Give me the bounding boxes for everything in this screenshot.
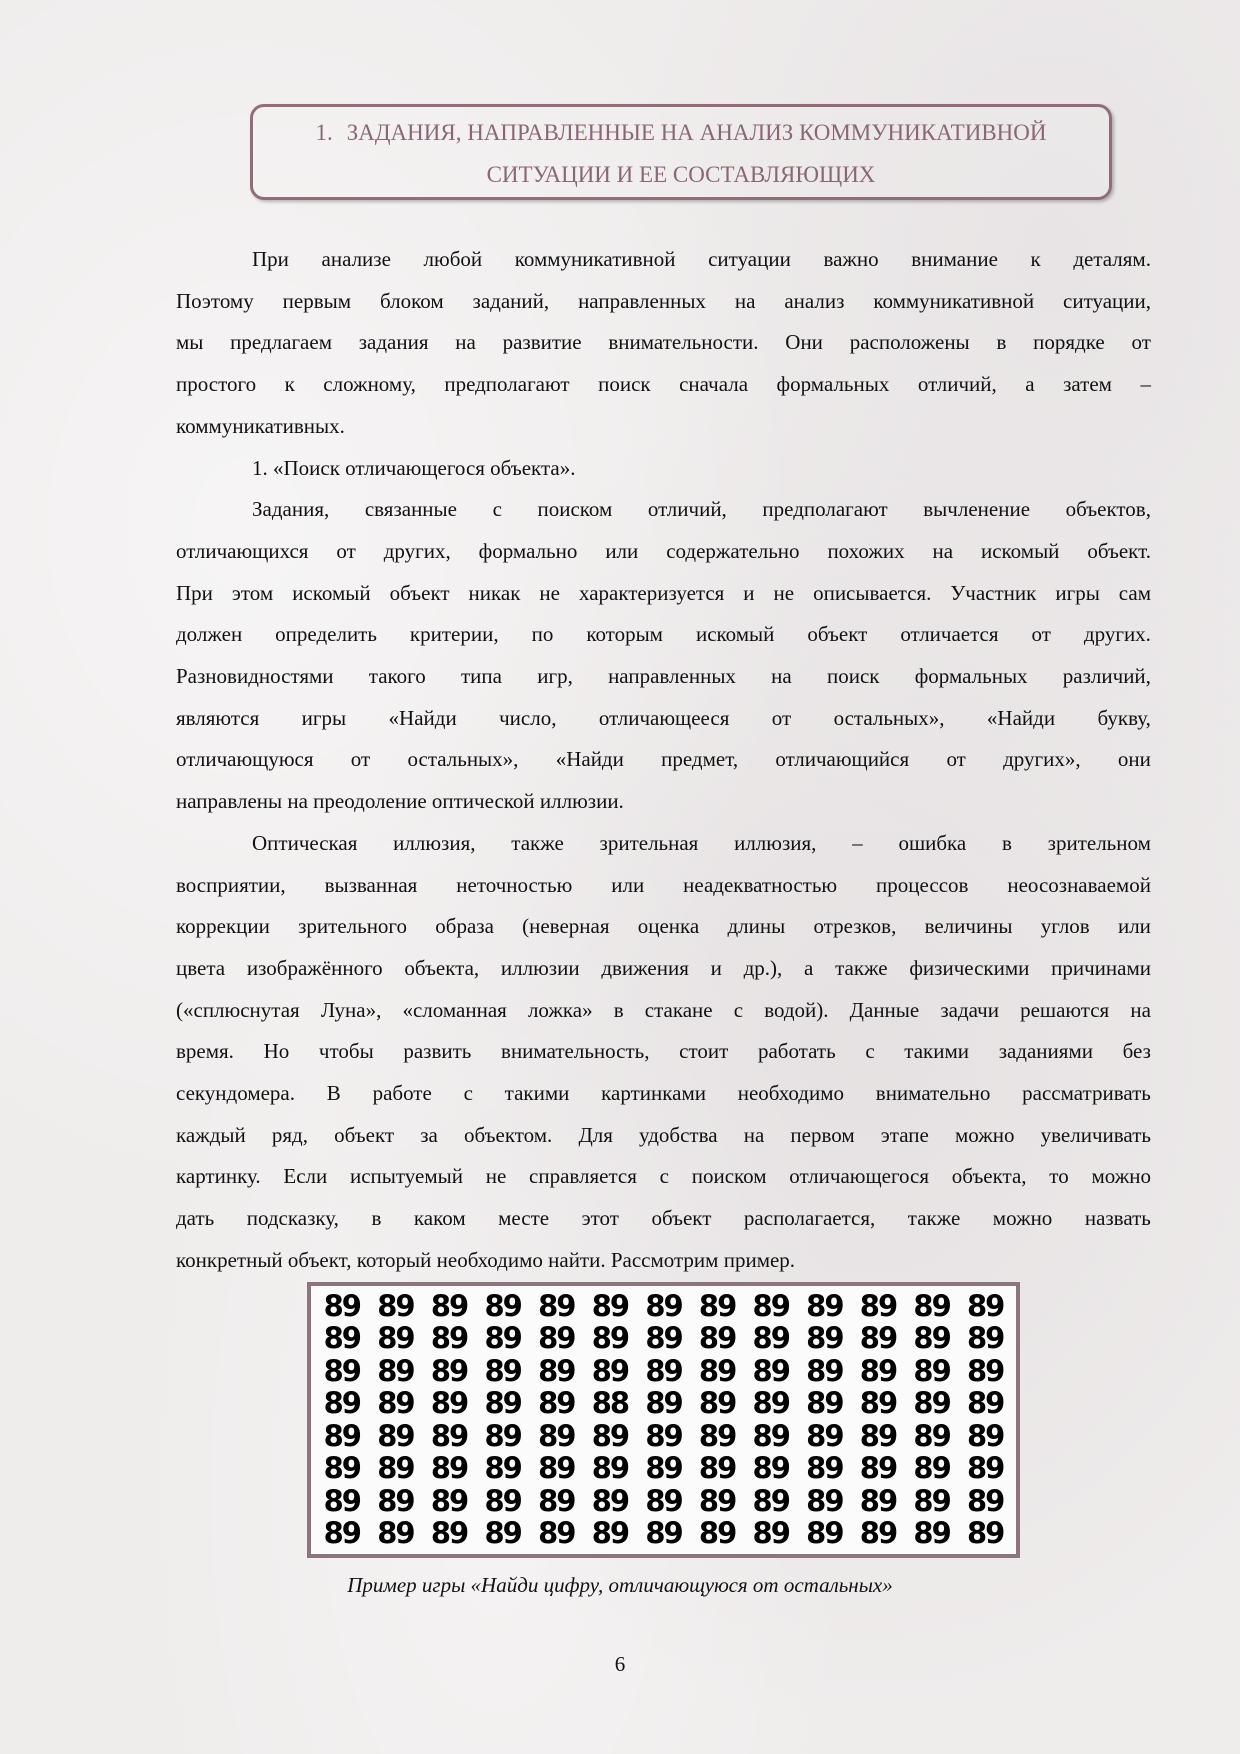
- text-line: восприятии, вызванная неточностью или неадекватностью процессов неосознаваемой: [176, 872, 1151, 897]
- text-line: 1. «Поиск отличающегося объекта».: [252, 455, 576, 480]
- number-cell: 89: [538, 1483, 575, 1518]
- number-cell: 89: [859, 1418, 897, 1453]
- number-grid: [315, 1290, 1012, 1550]
- number-cell: 89: [591, 1418, 629, 1453]
- number-cell: 89: [323, 1386, 360, 1421]
- number-cell: 89: [698, 1451, 736, 1486]
- number-cell: 89: [430, 1418, 468, 1453]
- number-cell: 89: [377, 1288, 414, 1323]
- text-line: При этом искомый объект никак не характеризуется и не описывается. Участник игры сам: [176, 580, 1151, 605]
- number-cell: 89: [377, 1418, 414, 1453]
- text-line: отличающихся от других, формально или содержательно похожих на искомый объект.: [176, 538, 1151, 563]
- number-cell: 89: [859, 1451, 897, 1486]
- number-cell: 89: [484, 1386, 521, 1421]
- text-line: время. Но чтобы развить внимательность, стоит работать с такими заданиями без: [176, 1039, 1151, 1064]
- number-cell: 89: [484, 1288, 521, 1323]
- number-cell: 89: [538, 1386, 575, 1421]
- text-line: конкретный объект, который необходимо найти. Рассмотрим пример.: [176, 1247, 796, 1272]
- number-cell: 89: [859, 1321, 897, 1356]
- number-cell: 89: [752, 1386, 789, 1421]
- text-line: мы предлагаем задания на развитие внимательности. Они расположены в порядке от: [176, 330, 1151, 355]
- number-cell: 89: [484, 1451, 521, 1486]
- number-cell: 89: [806, 1353, 843, 1388]
- number-cell: 89: [967, 1386, 1004, 1421]
- number-cell: 89: [967, 1483, 1004, 1518]
- section-title-part-2: СИТУАЦИИ И ЕЕ СОСТАВЛЯЮЩИХ: [486, 162, 876, 187]
- number-cell: 89: [698, 1321, 736, 1356]
- number-cell: 89: [591, 1353, 629, 1388]
- number-cell: 89: [430, 1353, 468, 1388]
- text-line: дать подсказку, в каком месте этот объект располагается, также можно назвать: [176, 1206, 1151, 1231]
- number-cell: 89: [967, 1353, 1004, 1388]
- number-cell: 89: [323, 1451, 360, 1486]
- number-cell: 89: [377, 1353, 414, 1388]
- text-line: При анализе любой коммуникативной ситуации важно внимание к деталям.: [252, 247, 1151, 271]
- number-cell: 89: [698, 1386, 736, 1421]
- number-cell: 89: [323, 1516, 360, 1551]
- number-cell: 89: [377, 1321, 414, 1356]
- number-cell: 89: [967, 1418, 1004, 1453]
- number-cell: 89: [538, 1516, 575, 1551]
- figure-caption: Пример игры «Найди цифру, отличающуюся от остальных»: [347, 1573, 893, 1597]
- text-line: отличающуюся от остальных», «Найди предмет, отличающийся от других», они: [176, 747, 1151, 772]
- number-cell: 89: [913, 1353, 950, 1388]
- number-cell: 89: [484, 1321, 521, 1356]
- number-cell: 89: [913, 1288, 950, 1323]
- number-cell: 89: [859, 1483, 897, 1518]
- number-cell: 89: [538, 1418, 575, 1453]
- number-cell: 89: [430, 1288, 468, 1323]
- text-line: Оптическая иллюзия, также зрительная иллюзия, – ошибка в зрительном: [252, 830, 1151, 855]
- number-cell: 89: [806, 1451, 843, 1486]
- number-cell: 89: [752, 1451, 789, 1486]
- number-cell: 89: [645, 1418, 682, 1453]
- number-cell: 89: [967, 1321, 1004, 1356]
- number-cell: 89: [591, 1288, 629, 1323]
- number-cell: 89: [323, 1353, 360, 1388]
- section-heading-line-1: [253, 112, 1109, 154]
- number-cell: 89: [645, 1386, 682, 1421]
- text-line: («сплюснутая Луна», «сломанная ложка» в стакане с водой). Данные задачи решаются на: [176, 997, 1151, 1022]
- number-cell: 89: [430, 1516, 468, 1551]
- text-line: должен определить критерии, по которым искомый объект отличается от других.: [176, 622, 1151, 647]
- number-cell: 89: [913, 1321, 950, 1356]
- text-line: являются игры «Найди число, отличающееся от остальных», «Найди букву,: [176, 705, 1151, 730]
- number-cell: 89: [752, 1418, 789, 1453]
- number-cell: 89: [484, 1353, 521, 1388]
- number-cell: 89: [645, 1353, 682, 1388]
- number-cell: 89: [645, 1516, 682, 1551]
- page-number: 6: [614, 1652, 626, 1676]
- number-cell: 89: [806, 1483, 843, 1518]
- number-cell: 89: [484, 1418, 521, 1453]
- number-cell: 89: [377, 1516, 414, 1551]
- number-cell: 89: [538, 1288, 575, 1323]
- number-cell: 89: [698, 1483, 736, 1518]
- number-cell: 89: [752, 1321, 789, 1356]
- number-cell: 89: [377, 1483, 414, 1518]
- number-cell: 89: [752, 1516, 789, 1551]
- number-cell: 89: [913, 1451, 950, 1486]
- paragraph-optical-illusion: [176, 823, 1151, 1282]
- number-cell: 89: [698, 1516, 736, 1551]
- number-cell: 89: [645, 1451, 682, 1486]
- number-cell: 89: [377, 1386, 414, 1421]
- text-line: цвета изображённого объекта, иллюзии движения и др.), а также физическими причинами: [176, 955, 1151, 980]
- number-cell: 89: [752, 1483, 789, 1518]
- number-cell: 89: [913, 1483, 950, 1518]
- number-cell: 89: [859, 1353, 897, 1388]
- number-cell: 89: [698, 1288, 736, 1323]
- number-cell: 89: [645, 1288, 682, 1323]
- number-cell: 89: [752, 1288, 789, 1323]
- number-cell: 89: [859, 1386, 897, 1421]
- number-cell: 89: [967, 1516, 1004, 1551]
- number-cell: 89: [591, 1451, 629, 1486]
- number-cell: 89: [806, 1386, 843, 1421]
- number-cell: 89: [591, 1483, 629, 1518]
- number-cell: 89: [806, 1516, 843, 1551]
- text-line: секундомера. В работе с такими картинками необходимо внимательно рассматривать: [176, 1081, 1151, 1106]
- body-text: [176, 239, 1151, 1282]
- text-line: коррекции зрительного образа (неверная оценка длины отрезков, величины углов или: [176, 914, 1151, 939]
- number-cell: 89: [323, 1483, 360, 1518]
- section-number: 1.: [315, 120, 333, 145]
- number-cell: 89: [484, 1483, 521, 1518]
- number-cell: 89: [430, 1386, 468, 1421]
- number-cell: 89: [698, 1353, 736, 1388]
- text-line: Поэтому первым блоком заданий, направленных на анализ коммуникативной ситуации,: [176, 288, 1151, 313]
- text-line: каждый ряд, объект за объектом. Для удобства на первом этапе можно увеличивать: [176, 1122, 1151, 1147]
- number-cell: 89: [913, 1516, 950, 1551]
- number-cell: 89: [806, 1288, 843, 1323]
- number-cell: 89: [430, 1451, 468, 1486]
- number-cell: 89: [698, 1418, 736, 1453]
- number-cell: 89: [538, 1451, 575, 1486]
- number-cell: 89: [752, 1353, 789, 1388]
- number-cell: 89: [913, 1418, 950, 1453]
- number-cell: 88: [591, 1386, 629, 1421]
- number-cell: 89: [806, 1321, 843, 1356]
- text-line: направлены на преодоление оптической иллюзии.: [176, 789, 624, 814]
- number-cell: 89: [377, 1451, 414, 1486]
- number-cell: 89: [645, 1321, 682, 1356]
- number-cell: 89: [323, 1288, 360, 1323]
- number-cell: 89: [859, 1288, 897, 1323]
- number-cell: 89: [806, 1418, 843, 1453]
- text-line: Задания, связанные с поиском отличий, предполагают вычленение объектов,: [252, 497, 1151, 522]
- number-cell: 89: [591, 1516, 629, 1551]
- paragraph-intro: [176, 239, 1151, 448]
- number-cell: 89: [538, 1353, 575, 1388]
- text-line: коммуникативных.: [176, 413, 345, 438]
- paragraph-task-description: [176, 489, 1151, 823]
- number-cell: 89: [645, 1483, 682, 1518]
- number-cell: 89: [484, 1516, 521, 1551]
- number-cell: 89: [967, 1451, 1004, 1486]
- number-cell: 89: [538, 1321, 575, 1356]
- paragraph-task-title: [176, 448, 1151, 490]
- number-cell: 89: [430, 1483, 468, 1518]
- find-the-number-puzzle-image: [307, 1282, 1020, 1558]
- section-heading-box: [250, 104, 1112, 200]
- number-cell: 89: [859, 1516, 897, 1551]
- number-cell: 89: [430, 1321, 468, 1356]
- number-cell: 89: [967, 1288, 1004, 1323]
- section-title-part-1: ЗАДАНИЯ, НАПРАВЛЕННЫЕ НА АНАЛИЗ КОММУНИКАТИВНОЙ: [346, 120, 1047, 145]
- text-line: простого к сложному, предполагают поиск сначала формальных отличий, а затем –: [176, 372, 1151, 397]
- text-line: Разновидностями такого типа игр, направленных на поиск формальных различий,: [176, 664, 1151, 689]
- text-line: картинку. Если испытуемый не справляется с поиском отличающегося объекта, то можно: [176, 1164, 1151, 1189]
- number-cell: 89: [323, 1418, 360, 1453]
- number-cell: 89: [323, 1321, 360, 1356]
- number-cell: 89: [591, 1321, 629, 1356]
- number-cell: 89: [913, 1386, 950, 1421]
